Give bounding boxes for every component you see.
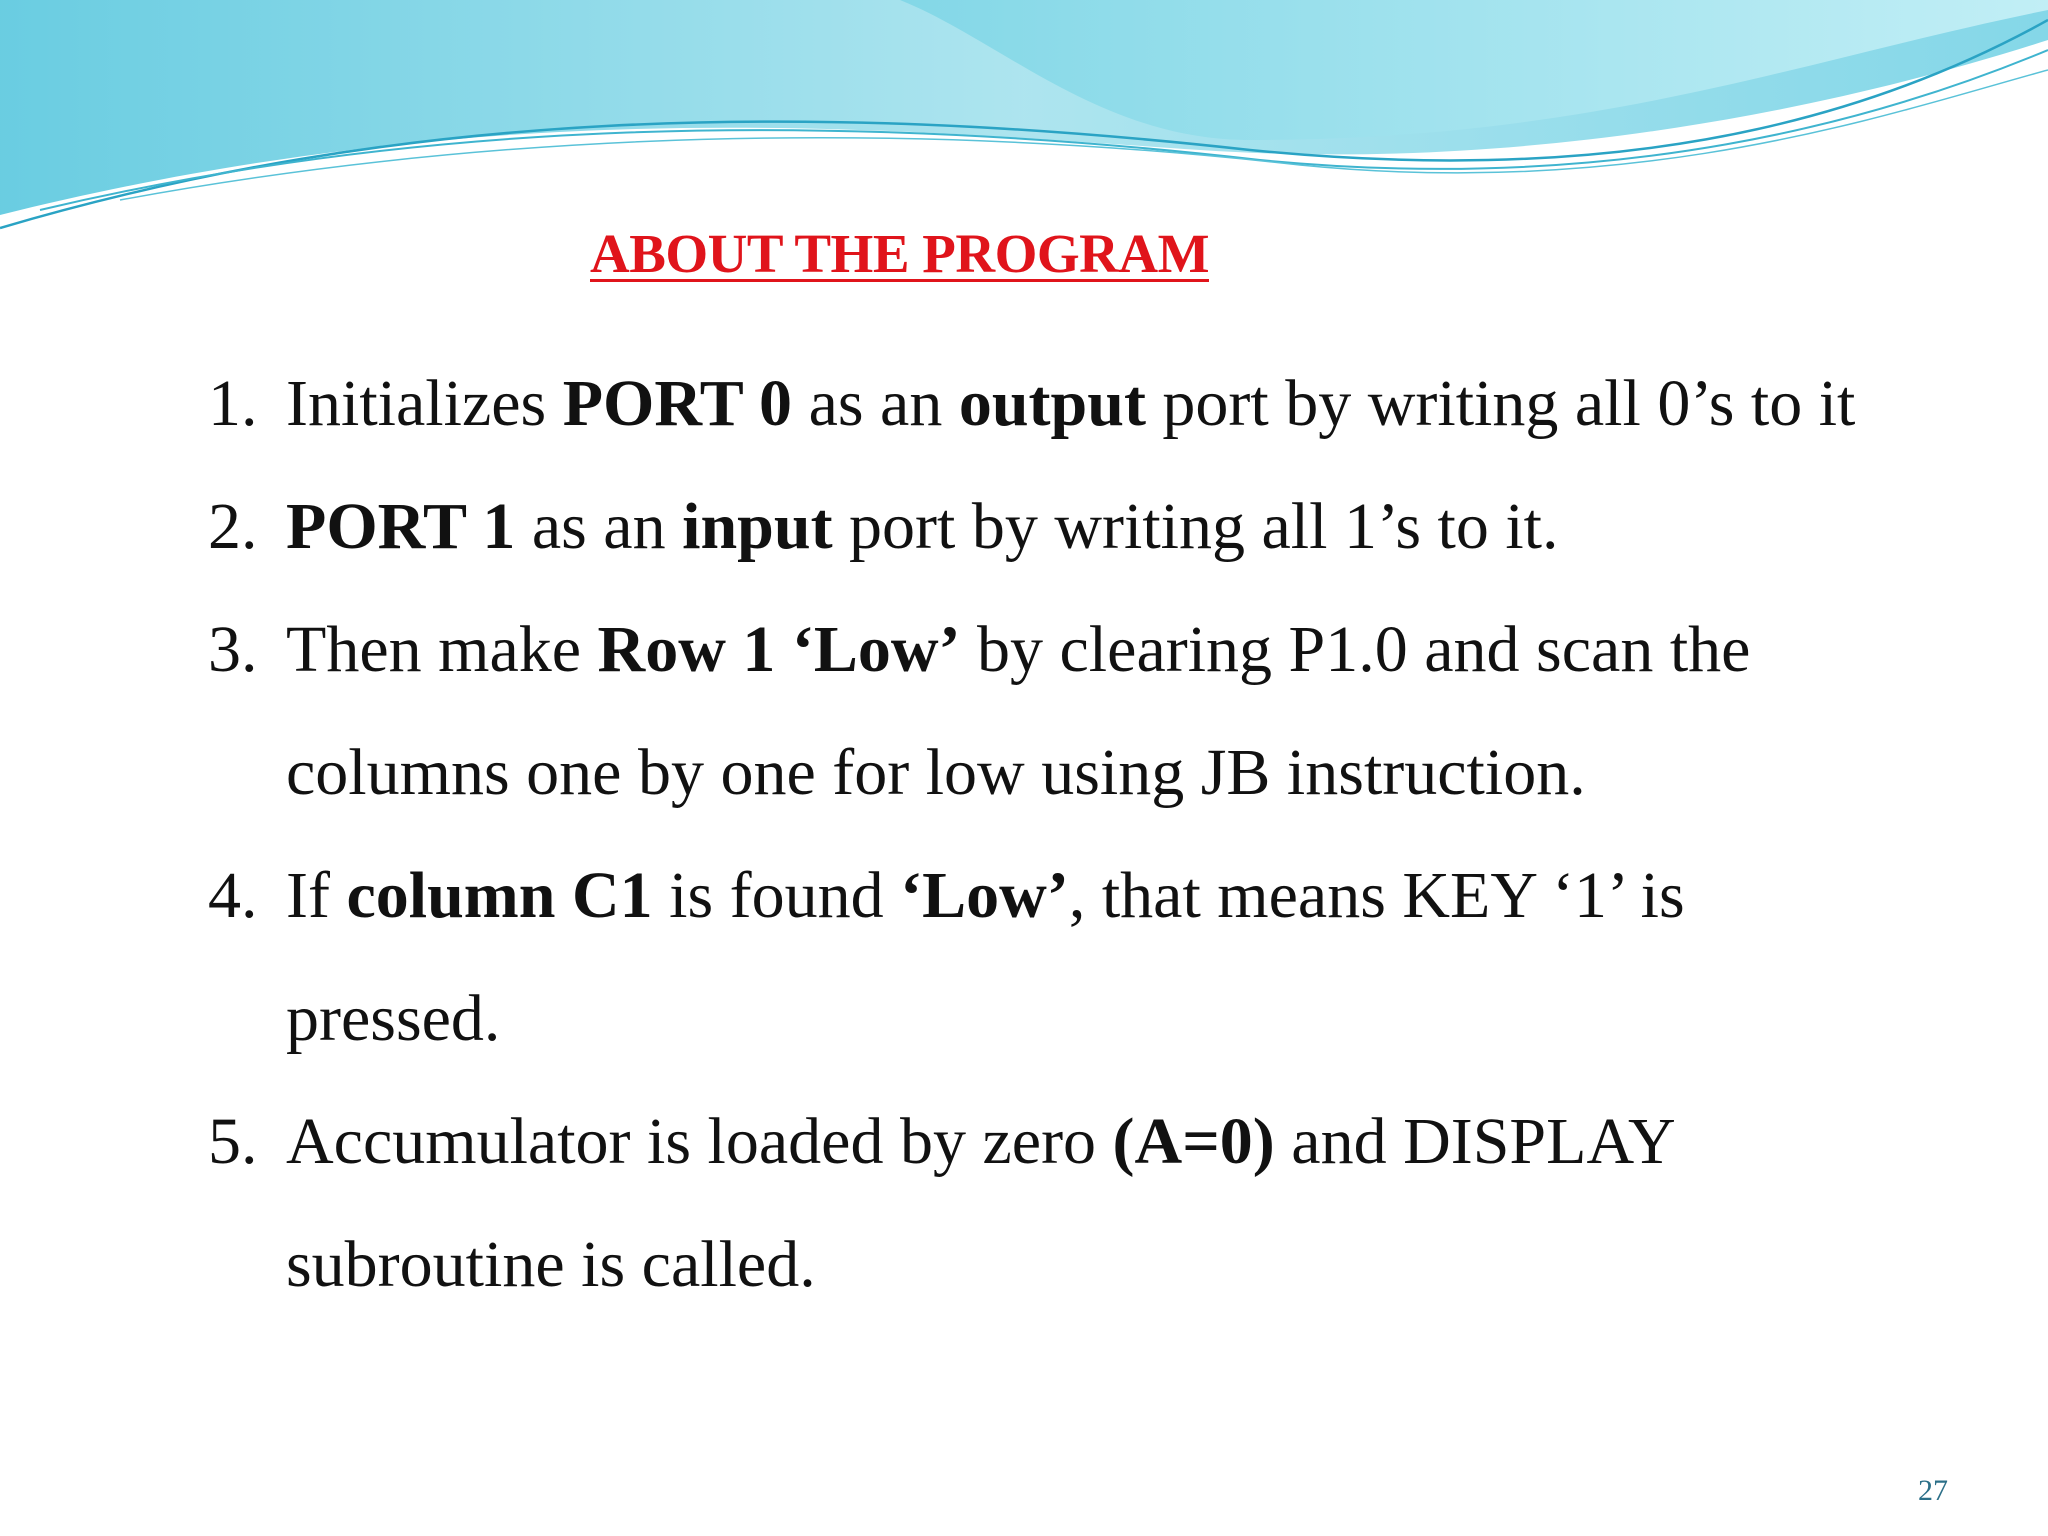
list-item (208, 588, 1908, 834)
bold-text-run: Row 1 ‘Low’ (597, 613, 961, 686)
list-item-text (286, 342, 1908, 465)
slide-title: ABOUT THE PROGRAM (590, 223, 1209, 284)
bold-text-run: output (958, 367, 1146, 440)
list-item-number: 2. (208, 490, 258, 563)
list-item (208, 834, 1908, 1080)
bold-text-run: (A=0) (1112, 1105, 1275, 1178)
text-run: Accumulator is loaded by zero (286, 1105, 1113, 1178)
header-wave-decoration (0, 0, 2048, 240)
bold-text-run: PORT 0 (562, 367, 793, 440)
list-item-text (286, 1080, 1908, 1326)
list-item-number: 5. (208, 1105, 258, 1178)
bold-text-run: column C1 (346, 859, 653, 932)
bold-text-run: PORT 1 (286, 490, 516, 563)
text-run: , that means KEY ‘1’ is pressed. (286, 859, 1685, 1055)
list-item-text (286, 465, 1908, 588)
text-run: by clearing P1.0 and scan the columns one by one for low using JB instruction. (286, 613, 1751, 809)
list-item (208, 1080, 1908, 1326)
page-number: 27 (1918, 1474, 1948, 1507)
list-item-number: 3. (208, 613, 258, 686)
list-item (208, 465, 1908, 588)
text-run: port by writing all 1’s to it. (832, 490, 1559, 563)
list-item-text (286, 834, 1908, 1080)
text-run: Then make (286, 613, 598, 686)
text-run: is found (652, 859, 901, 932)
text-run: If (286, 859, 347, 932)
list-item (208, 342, 1908, 465)
program-steps-list (208, 342, 1908, 1326)
list-item-text (286, 588, 1908, 834)
text-run: as an (515, 490, 683, 563)
list-item-number: 4. (208, 859, 258, 932)
text-run: port by writing all 0’s to it (1145, 367, 1856, 440)
bold-text-run: ‘Low’ (900, 859, 1069, 932)
list-item-number: 1. (208, 367, 258, 440)
text-run: as an (792, 367, 959, 440)
bold-text-run: input (682, 490, 833, 563)
text-run: and DISPLAY subroutine is called. (286, 1105, 1674, 1301)
text-run: Initializes (286, 367, 563, 440)
